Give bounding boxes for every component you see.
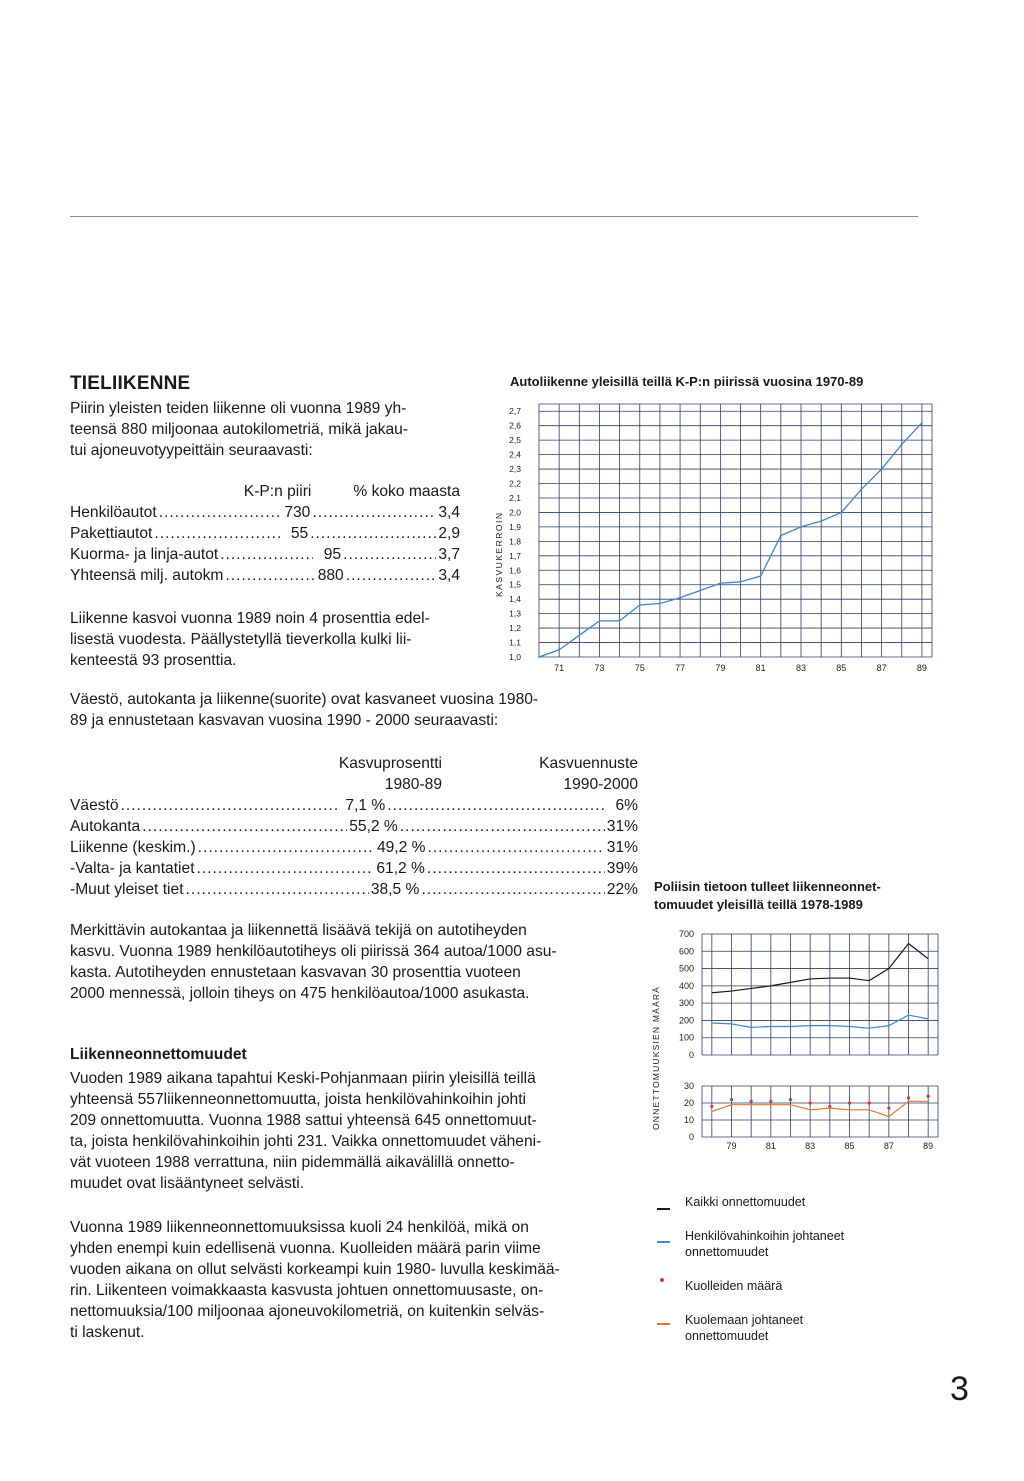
dead-count-point — [710, 1105, 713, 1108]
table-row — [70, 523, 460, 544]
x-tick-label: 89 — [916, 663, 927, 673]
legend-swatch-all — [657, 1208, 670, 1210]
data-point — [578, 634, 580, 636]
accident-legend — [652, 1194, 912, 1354]
dead-count-point — [907, 1096, 910, 1099]
col2-head-line2: 1990-2000 — [563, 776, 638, 793]
data-point — [699, 590, 701, 592]
y-tick-label: 0 — [688, 1132, 694, 1142]
col-head-pct: % koko maasta — [353, 483, 460, 500]
data-point — [558, 649, 560, 651]
population-intro: Väestö, autokanta ja liikenne(suorite) ovat kasvaneet vuosina 1980- 89 ja ennustetaan kasvavan vuosina 1990 - 2000 seuraavasti: — [70, 691, 539, 729]
table-row — [70, 544, 460, 565]
dot-leader — [220, 544, 313, 565]
x-tick-label: 89 — [923, 1141, 934, 1151]
data-point — [921, 422, 923, 424]
y-tick-label: 1,7 — [509, 550, 521, 561]
dot-leader — [343, 544, 436, 565]
row-value-1: 38,5 % — [370, 881, 420, 898]
row-label: Kuorma- ja linja-autot — [70, 546, 219, 563]
growth-table-header — [70, 753, 638, 795]
y-tick-label: 300 — [678, 998, 694, 1009]
x-tick-label: 85 — [844, 1141, 855, 1151]
y-tick-label: 1,4 — [509, 594, 521, 605]
growth-paragraph: Liikenne kasvoi vuonna 1989 noin 4 prosenttia edel- lisestä vuodesta. Päällystetyllä tieverkolla kulki lii- kenteestä 93 prosenttia. — [70, 610, 430, 669]
y-tick-label: 30 — [683, 1081, 694, 1091]
dot-leader — [346, 565, 436, 586]
y-tick-label: 2,4 — [509, 449, 521, 460]
data-point — [719, 582, 721, 584]
row-label: Pakettiautot — [70, 525, 153, 542]
x-tick-label: 79 — [715, 663, 726, 673]
y-axis-label: ONNETTOMUUKSIEN MÄÄRÄ — [651, 985, 661, 1130]
dot-leader — [154, 523, 280, 544]
data-point — [760, 575, 762, 577]
row-value-1: 880 — [317, 567, 344, 584]
y-tick-label: 2,1 — [509, 492, 521, 503]
data-point — [599, 620, 601, 622]
legend-label-dead: Kuolleiden määrä — [685, 1279, 783, 1293]
data-point — [780, 535, 782, 537]
vehicle-table-rows — [70, 502, 460, 586]
y-tick-label: 600 — [678, 946, 694, 957]
series-line-1 — [712, 1015, 928, 1028]
x-tick-label: 83 — [805, 1141, 816, 1151]
dead-count-point — [868, 1101, 871, 1104]
table-row — [70, 565, 460, 586]
data-point — [659, 603, 661, 605]
x-tick-label: 75 — [634, 663, 645, 673]
data-point — [538, 656, 540, 658]
dead-count-point — [809, 1101, 812, 1104]
legend-swatch-dead — [660, 1278, 664, 1282]
data-point — [840, 512, 842, 514]
row-label: -Valta- ja kantatiet — [70, 860, 195, 877]
dot-leader — [197, 858, 375, 879]
table-row — [70, 837, 638, 858]
x-tick-label: 81 — [755, 663, 766, 673]
x-tick-label: 87 — [876, 663, 887, 673]
row-value-2: 3,4 — [438, 504, 460, 521]
y-tick-label: 20 — [683, 1098, 694, 1108]
dot-leader — [421, 879, 604, 900]
series-line-3 — [712, 1101, 928, 1116]
y-tick-label: 1,9 — [509, 521, 521, 532]
y-tick-label: 700 — [678, 929, 694, 939]
row-label: Väestö — [70, 797, 119, 814]
y-tick-label: 1,8 — [509, 536, 521, 547]
col1-head-line1: Kasvuprosentti — [338, 755, 442, 772]
dot-leader — [387, 795, 606, 816]
y-tick-label: 2,0 — [509, 507, 521, 518]
row-value-1: 55,2 % — [349, 818, 398, 835]
growth-table-rows — [70, 795, 638, 900]
row-value-1: 95 — [323, 546, 342, 563]
row-value-1: 49,2 % — [376, 839, 426, 856]
dot-leader — [159, 502, 283, 523]
dot-leader — [186, 879, 369, 900]
x-tick-label: 79 — [726, 1141, 737, 1151]
x-tick-label: 87 — [883, 1141, 894, 1151]
y-tick-label: 2,6 — [509, 420, 521, 431]
row-value-2: 22% — [606, 881, 638, 898]
y-tick-label: 2,5 — [509, 435, 521, 446]
row-value-2: 39% — [606, 860, 638, 877]
chart2-title: Poliisin tietoon tulleet liikenneonnet- tomuudet yleisillä teillä 1978-1989 — [654, 879, 881, 912]
data-point — [800, 526, 802, 528]
data-point — [820, 520, 822, 522]
chart1-title: Autoliikenne yleisillä teillä K-P:n piirissä vuosina 1970-89 — [510, 374, 864, 389]
y-axis-label: KASVUKERROIN — [494, 511, 504, 597]
data-point — [619, 620, 621, 622]
data-point — [740, 581, 742, 583]
y-tick-label: 1,5 — [509, 579, 521, 590]
x-tick-label: 77 — [675, 663, 686, 673]
y-tick-label: 2,3 — [509, 464, 521, 475]
fatalities-paragraph: Vuonna 1989 liikenneonnettomuuksissa kuoli 24 henkilöä, mikä on yhden enempi kuin edellisenä vuonna. Kuolleiden määrä parin viime vuoden aikana on ollut selvästi korkeampi kuin 1980- luvulla keskimää- rin. Liikenteen voimakkaasta kasvusta johtuen onnettomuusaste, on- nettomuuksia/100 miljoonaa ajoneuvokilometriä, on kuitenkin selväs- ti laskenut. — [70, 1219, 560, 1341]
col-head-kp: K-P:n piiri — [243, 483, 312, 500]
y-tick-label: 400 — [678, 980, 694, 991]
growth-table — [70, 753, 638, 900]
col1-head-line2: 1980-89 — [384, 776, 442, 793]
table-row — [70, 502, 460, 523]
dead-count-point — [750, 1100, 753, 1103]
data-point — [861, 488, 863, 490]
legend-label-fatal: Kuolemaan johtaneet onnettomuudet — [685, 1313, 804, 1343]
y-tick-label: 1,0 — [509, 652, 521, 662]
row-value-1: 7,1 % — [345, 797, 386, 814]
dot-leader — [400, 816, 605, 837]
x-tick-label: 71 — [554, 663, 565, 673]
row-label: Henkilöautot — [70, 504, 157, 521]
chart-traffic-growth — [492, 394, 944, 684]
y-tick-label: 10 — [683, 1115, 694, 1125]
dot-leader — [142, 816, 347, 837]
row-value-2: 3,7 — [438, 546, 460, 563]
data-point — [639, 604, 641, 606]
dead-count-point — [887, 1107, 890, 1110]
y-tick-label: 500 — [678, 963, 694, 974]
row-value-2: 3,4 — [438, 567, 461, 584]
density-paragraph: Merkittävin autokantaa ja liikennettä lisäävä tekijä on autotiheyden kasvu. Vuonna 1989 henkilöautotiheys oli piirissä 364 autoa/1000 asu- kasta. Autotiheyden ennustetaan kasvavan 30 prosenttia vuoteen 2000 mennessä, jolloin tiheys on 475 henkilöautoa/1000 asukasta. — [70, 922, 557, 1002]
dead-count-point — [927, 1095, 930, 1098]
heading-tieliikenne: TIELIIKENNE — [70, 373, 191, 394]
accidents-paragraph: Vuoden 1989 aikana tapahtui Keski-Pohjanmaan piirin yleisillä teillä yhteensä 557liikenneonnettomuutta, joista henkilövahinkoihin johti 209 onnettomuutta. Vuonna 1988 sattui yhteensä 645 onnettomuut- ta, joista henkilövahinkoihin johti 231. Vaikka onnettomuudet väheni- vät vuoteen 1988 verrattuna, niin pidemmällä aikavälillä onnetto- muudet ovat lisääntyneet selvästi. — [70, 1070, 542, 1192]
row-value-2: 31% — [606, 839, 638, 856]
row-label: Liikenne (keskim.) — [70, 839, 196, 856]
table-row — [70, 858, 638, 879]
dot-leader — [198, 837, 375, 858]
top-divider — [70, 216, 918, 217]
y-tick-label: 200 — [678, 1015, 694, 1026]
row-value-2: 31% — [606, 818, 639, 835]
dead-count-point — [769, 1100, 772, 1103]
dot-leader — [225, 565, 315, 586]
row-label: Autokanta — [70, 818, 141, 835]
row-label: -Muut yleiset tiet — [70, 881, 184, 898]
vehicle-table — [70, 481, 460, 586]
y-tick-label: 1,2 — [509, 623, 521, 634]
dot-leader — [312, 502, 436, 523]
page-number: 3 — [950, 1370, 969, 1408]
dead-count-point — [730, 1098, 733, 1101]
row-value-2: 2,9 — [438, 525, 461, 542]
x-tick-label: 73 — [594, 663, 605, 673]
intro-paragraph: Piirin yleisten teiden liikenne oli vuonna 1989 yh- teensä 880 miljoonaa autokilometriä, mikä jakau- tui ajoneuvotyypeittäin seuraavasti: — [70, 400, 409, 459]
row-value-1: 55 — [290, 525, 309, 542]
y-tick-label: 1,3 — [509, 608, 521, 619]
chart-accidents — [644, 924, 954, 1180]
row-label: Yhteensä milj. autokm — [70, 567, 224, 584]
row-value-1: 730 — [284, 504, 311, 521]
heading-accidents: Liikenneonnettomuudet — [70, 1046, 247, 1063]
legend-label-injury: Henkilövahinkoihin johtaneet onnettomuudet — [685, 1229, 845, 1259]
x-tick-label: 83 — [795, 663, 807, 673]
vehicle-table-header — [70, 481, 460, 502]
series-line-growth — [539, 423, 922, 657]
legend-label-all: Kaikki onnettomuudet — [685, 1195, 806, 1209]
dot-leader — [427, 858, 605, 879]
y-tick-label: 2,2 — [509, 478, 521, 489]
x-tick-label: 85 — [836, 663, 847, 673]
dot-leader — [428, 837, 605, 858]
data-point — [881, 468, 883, 470]
y-tick-label: 1,6 — [509, 565, 521, 576]
table-row — [70, 879, 638, 900]
x-tick-label: 81 — [765, 1141, 776, 1151]
table-row — [70, 816, 638, 837]
y-tick-label: 2,7 — [509, 406, 521, 417]
row-value-2: 6% — [615, 797, 638, 814]
dot-leader — [310, 523, 436, 544]
y-tick-label: 0 — [688, 1050, 694, 1060]
data-point — [901, 444, 903, 446]
legend-swatch-fatal — [657, 1323, 670, 1325]
dead-count-point — [789, 1098, 792, 1101]
table-row — [70, 795, 638, 816]
data-point — [679, 597, 681, 599]
y-tick-label: 1,1 — [509, 637, 521, 648]
row-value-1: 61,2 % — [376, 860, 425, 877]
dead-count-point — [848, 1101, 851, 1104]
legend-swatch-injury — [657, 1241, 670, 1243]
dot-leader — [121, 795, 340, 816]
y-tick-label: 100 — [678, 1032, 694, 1043]
col2-head-line1: Kasvuennuste — [539, 755, 638, 772]
